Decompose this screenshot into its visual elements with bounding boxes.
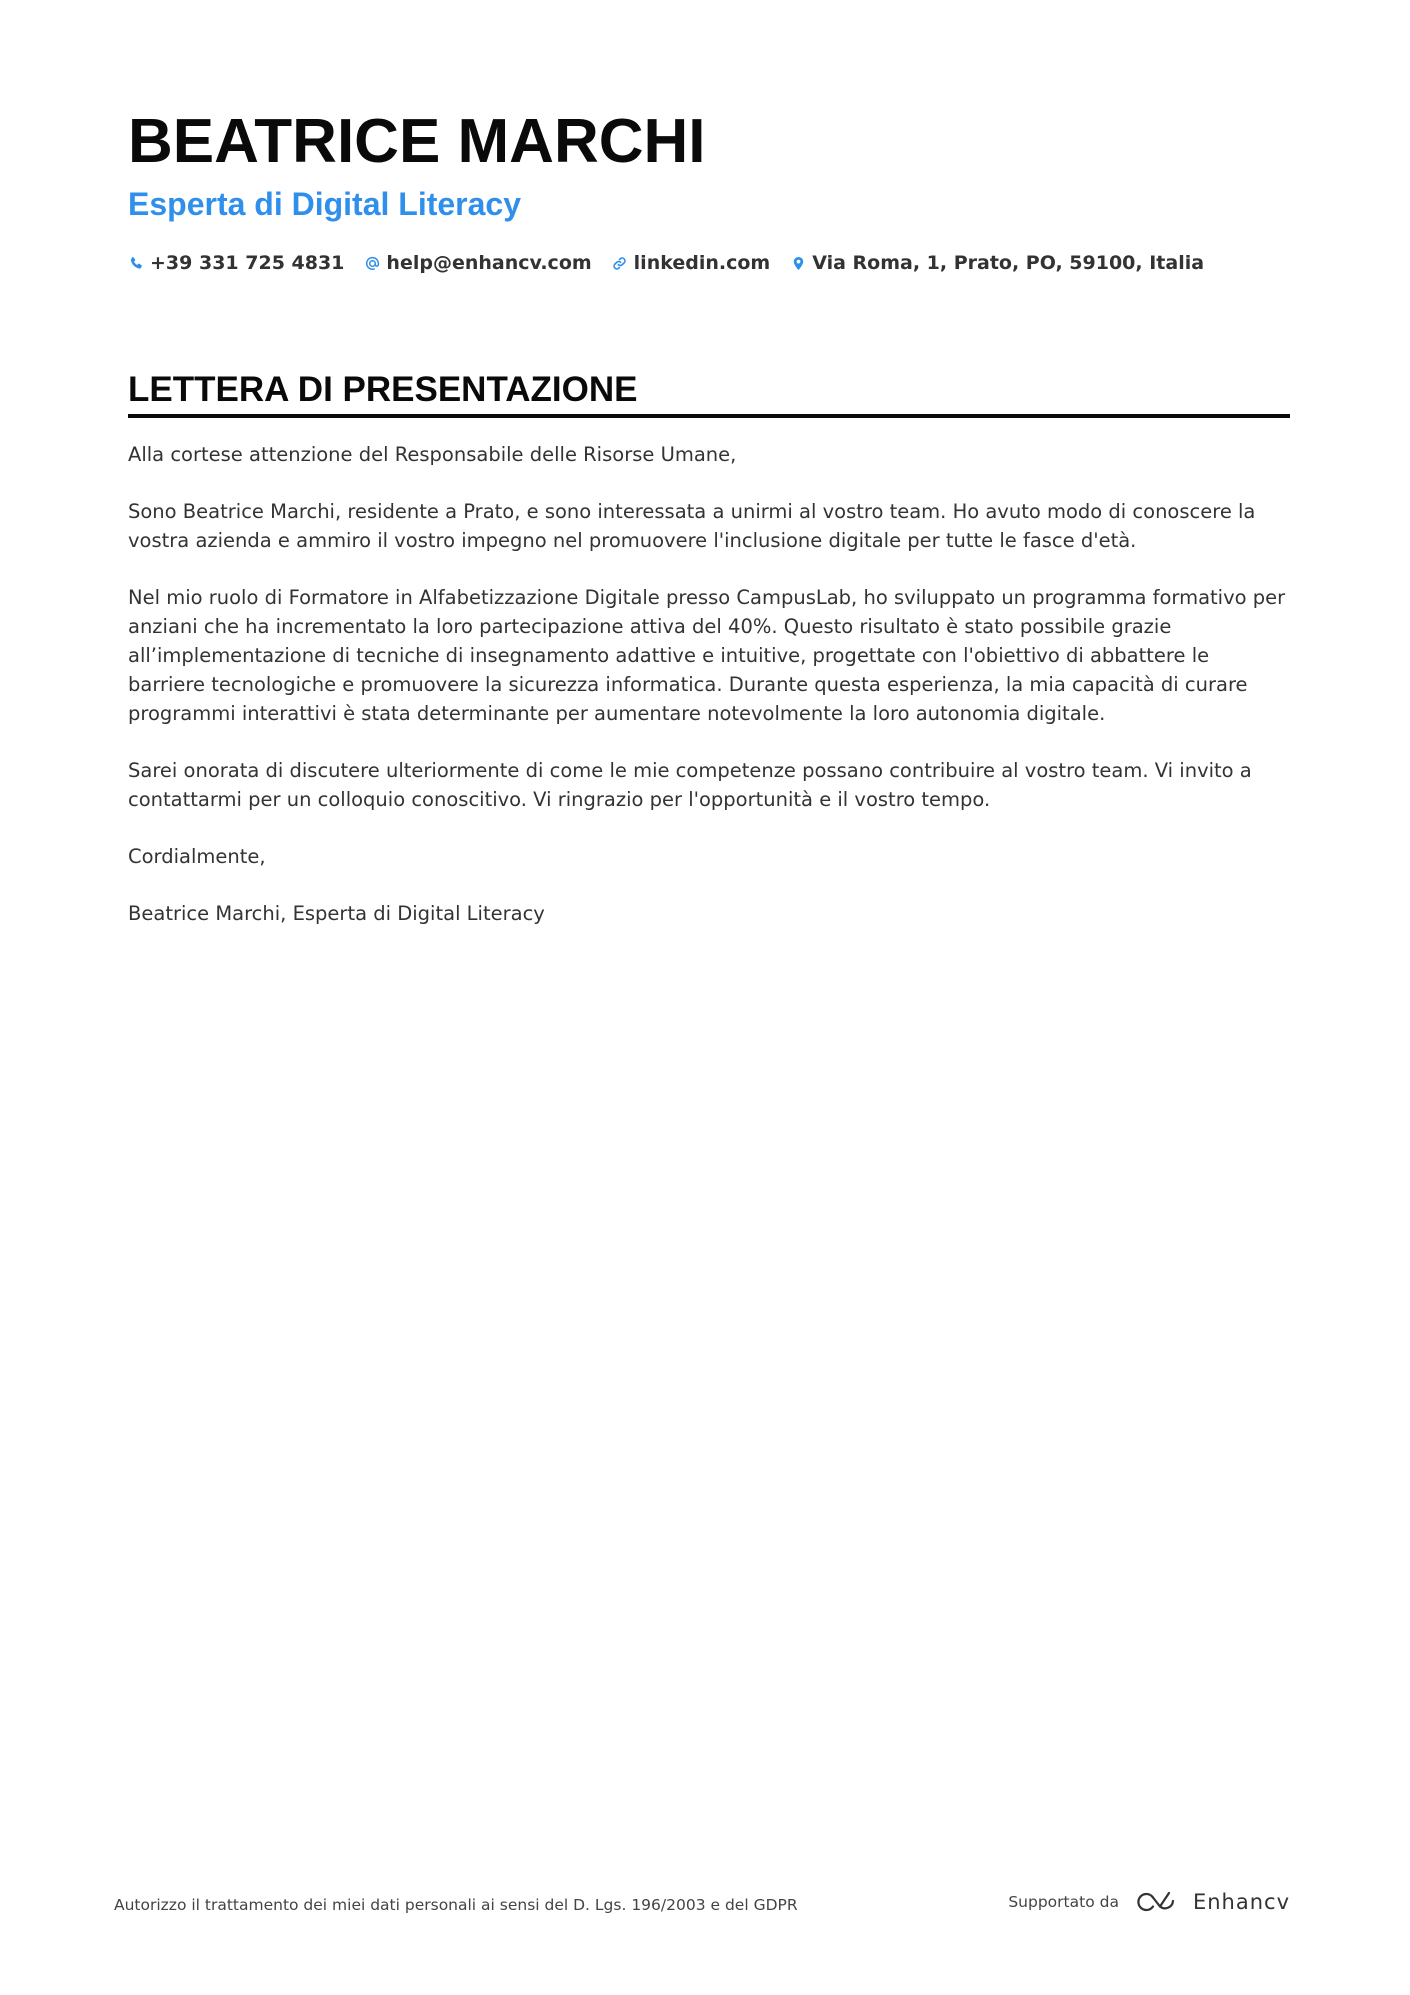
contact-linkedin-value: linkedin.com bbox=[633, 252, 771, 274]
contact-address bbox=[790, 252, 1204, 274]
supported-by-label: Supportato da bbox=[1008, 1893, 1119, 1911]
contact-bar bbox=[128, 252, 1290, 274]
phone-icon bbox=[128, 254, 144, 272]
letter-paragraph: Nel mio ruolo di Formatore in Alfabetizzazione Digitale presso CampusLab, ho sviluppato un programma formativo per anziani che ha incrementato la loro partecipazione attiva del 40%. Questo risultato è stato possibile grazie all’implementazione di tecniche di insegnamento adattive e intuitive, progettate con l'obiettivo di abbattere le barriere tecnologiche e promuovere la sicurezza informatica. Durante questa esperienza, la mia capacità di curare programmi interattivi è stata determinante per aumentare notevolmente la loro autonomia digitale. bbox=[128, 586, 1286, 725]
candidate-name: BEATRICE MARCHI bbox=[128, 107, 706, 176]
brand-name: Enhancv bbox=[1192, 1890, 1290, 1914]
contact-phone-value: +39 331 725 4831 bbox=[150, 252, 345, 274]
link-icon bbox=[612, 254, 628, 272]
contact-address-value: Via Roma, 1, Prato, PO, 59100, Italia bbox=[812, 252, 1205, 274]
contact-email-value: help@enhancv.com bbox=[386, 252, 592, 274]
location-pin-icon bbox=[790, 254, 806, 272]
letter-paragraph: Sarei onorata di discutere ulteriormente di come le mie competenze possano contribuire al vostro team. Vi invito a contattarmi per un colloquio conoscitivo. Vi ringrazio per l'opportunità e il vostro tempo. bbox=[128, 759, 1252, 811]
brand-footer[interactable] bbox=[1008, 1889, 1290, 1915]
candidate-title: Esperta di Digital Literacy bbox=[128, 186, 522, 222]
letter-signature: Beatrice Marchi, Esperta di Digital Literacy bbox=[128, 902, 545, 925]
at-icon bbox=[364, 254, 380, 272]
letter-greeting: Alla cortese attenzione del Responsabile delle Risorse Umane, bbox=[128, 443, 737, 466]
letter-paragraph: Sono Beatrice Marchi, residente a Prato, e sono interessata a unirmi al vostro team. Ho avuto modo di conoscere la vostra azienda e ammiro il vostro impegno nel promuovere l'inclusione digitale per tutte le fasce d'età. bbox=[128, 500, 1256, 552]
contact-phone[interactable] bbox=[128, 252, 344, 274]
letter-body bbox=[128, 440, 1290, 928]
consent-note: Autorizzo il trattamento dei miei dati personali ai sensi del D. Lgs. 196/2003 e del GDPR bbox=[114, 1896, 798, 1914]
enhancv-logo-icon bbox=[1133, 1889, 1179, 1915]
letter-closing: Cordialmente, bbox=[128, 845, 266, 868]
contact-linkedin[interactable] bbox=[612, 252, 771, 274]
section-title: LETTERA DI PRESENTAZIONE bbox=[128, 370, 1290, 418]
contact-email[interactable] bbox=[364, 252, 591, 274]
cover-letter-page bbox=[128, 104, 1290, 956]
